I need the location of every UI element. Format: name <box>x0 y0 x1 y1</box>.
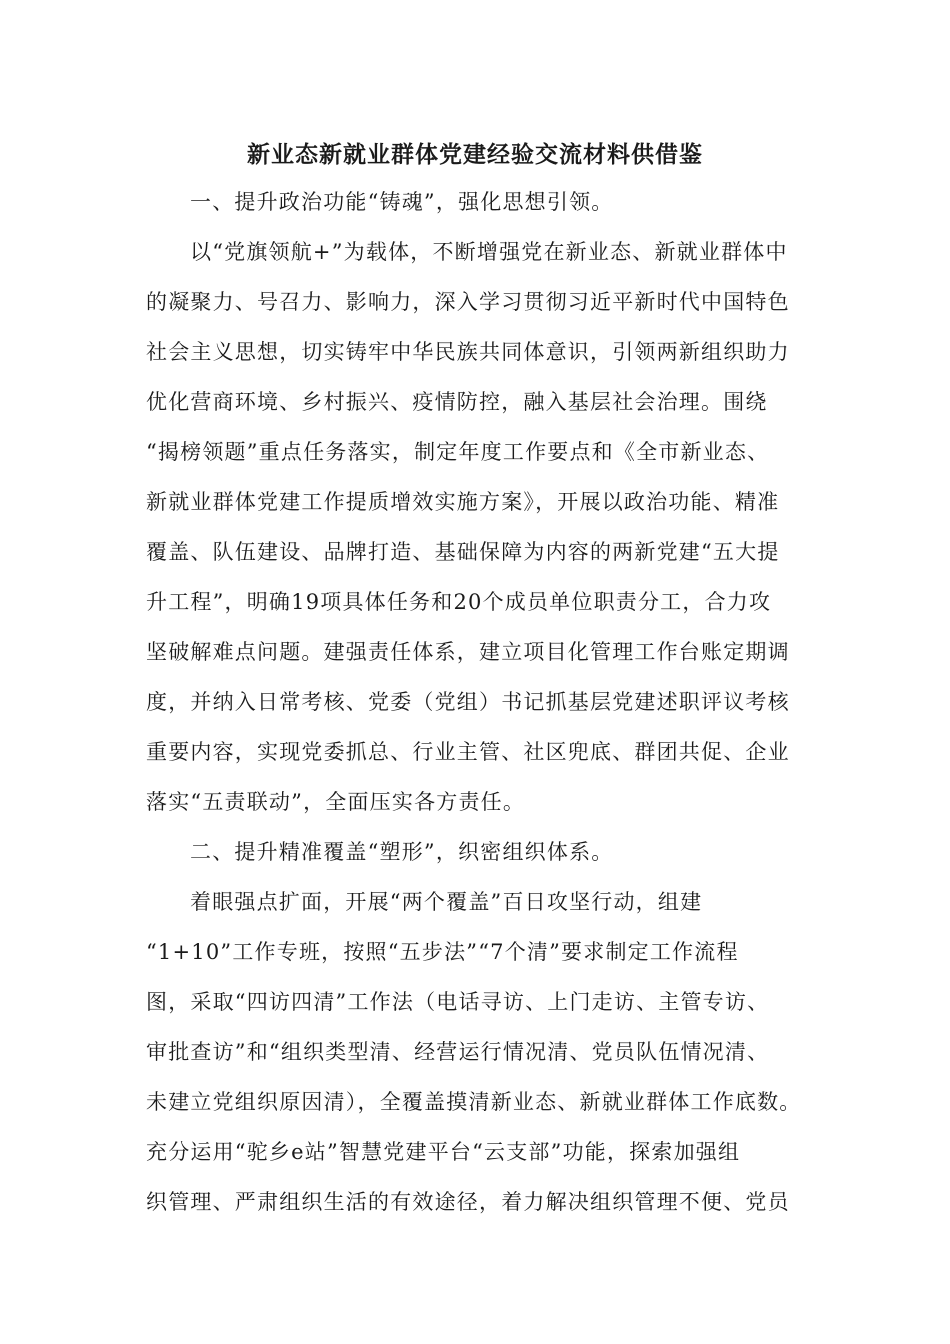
paragraph-line: 社会主义思想，切实铸牢中华民族共同体意识，引领两新组织助力 <box>146 340 790 364</box>
paragraph-line: 图，采取“四访四清”工作法（电话寻访、上门走访、主管专访、 <box>146 990 770 1014</box>
paragraph-line: 新就业群体党建工作提质增效实施方案》，开展以政治功能、精准 <box>146 490 780 514</box>
paragraph-line: 优化营商环境、乡村振兴、疫情防控，融入基层社会治理。围绕 <box>146 390 768 414</box>
section-heading-1: 一、提升政治功能“铸魂”，强化思想引领。 <box>190 190 614 214</box>
paragraph-line: 以“党旗领航+”为载体，不断增强党在新业态、新就业群体中 <box>190 240 788 264</box>
paragraph-line: 落实“五责联动”，全面压实各方责任。 <box>146 790 526 814</box>
paragraph-line: 坚破解难点问题。建强责任体系，建立项目化管理工作台账定期调 <box>146 640 790 664</box>
section-heading-2: 二、提升精准覆盖“塑形”，织密组织体系。 <box>190 840 614 864</box>
paragraph-line: “1+10”工作专班，按照“五步法”“7个清”要求制定工作流程 <box>146 940 739 964</box>
paragraph-line: 覆盖、队伍建设、品牌打造、基础保障为内容的两新党建“五大提 <box>146 540 780 564</box>
paragraph-line: 充分运用“驼乡e站”智慧党建平台“云支部”功能，探索加强组 <box>146 1140 741 1164</box>
paragraph-line: 审批查访”和“组织类型清、经营运行情况清、党员队伍情况清、 <box>146 1040 770 1064</box>
paragraph-line: 着眼强点扩面，开展“两个覆盖”百日攻坚行动，组建 <box>190 890 703 914</box>
document-title: 新业态新就业群体党建经验交流材料供借鉴 <box>247 141 703 168</box>
paragraph-line: 重要内容，实现党委抓总、行业主管、社区兜底、群团共促、企业 <box>146 740 790 764</box>
paragraph-line: “揭榜领题”重点任务落实，制定年度工作要点和《全市新业态、 <box>146 440 770 464</box>
paragraph-line: 未建立党组织原因清），全覆盖摸清新业态、新就业群体工作底数。 <box>146 1090 802 1114</box>
paragraph-line: 的凝聚力、号召力、影响力，深入学习贯彻习近平新时代中国特色 <box>146 290 790 314</box>
paragraph-line: 度，并纳入日常考核、党委（党组）书记抓基层党建述职评议考核 <box>146 690 790 714</box>
paragraph-line: 织管理、严肃组织生活的有效途径，着力解决组织管理不便、党员 <box>146 1190 790 1214</box>
paragraph-line: 升工程”，明确19项具体任务和20个成员单位职责分工，合力攻 <box>146 590 772 614</box>
